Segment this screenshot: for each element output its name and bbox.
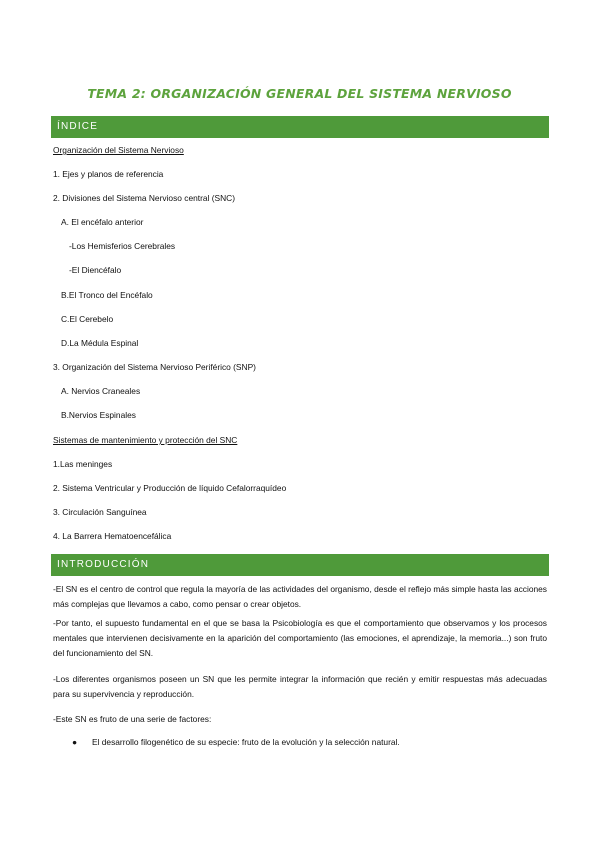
index-item: -El Diencéfalo: [69, 265, 122, 275]
bullet-item: El desarrollo filogenético de su especie: fruto de la evolución y la selección natural.: [92, 737, 400, 747]
index-item: 3. Organización del Sistema Nervioso Periférico (SNP): [53, 362, 256, 372]
index-section-header: ÍNDICE: [51, 116, 549, 138]
intro-section-header: INTRODUCCIÓN: [51, 554, 549, 576]
index-item: 2. Sistema Ventricular y Producción de líquido Cefalorraquídeo: [53, 483, 287, 493]
page-title: TEMA 2: ORGANIZACIÓN GENERAL DEL SISTEMA NERVIOSO: [87, 86, 512, 101]
bullet-icon: ●: [72, 737, 78, 747]
index-item: 3. Circulación Sanguínea: [53, 507, 147, 517]
index-item: 4. La Barrera Hematoencefálica: [53, 531, 172, 541]
intro-paragraph: -Los diferentes organismos poseen un SN que les permite integrar la información que recién y emitir respuestas más adecuadas para su supervivencia y reproducción.: [53, 674, 547, 699]
index-item: 2. Divisiones del Sistema Nervioso central (SNC): [53, 193, 235, 203]
index-item: A. Nervios Craneales: [61, 386, 141, 396]
index-heading-organization: Organización del Sistema Nervioso: [53, 145, 184, 155]
index-item: 1.Las meninges: [53, 459, 113, 469]
index-item: D.La Médula Espinal: [61, 338, 139, 348]
index-item: -Los Hemisferios Cerebrales: [69, 241, 176, 251]
index-item: B.El Tronco del Encéfalo: [61, 290, 153, 300]
index-item: 1. Ejes y planos de referencia: [53, 169, 164, 179]
intro-paragraph: -Este SN es fruto de una serie de factores:: [53, 714, 212, 724]
intro-paragraph: -El SN es el centro de control que regula la mayoría de las actividades del organismo, desde el reflejo más simple hasta las acciones más complejas que llevamos a cabo, como pensar o crear objetos.: [53, 584, 547, 609]
index-item: A. El encéfalo anterior: [61, 217, 144, 227]
index-item: B.Nervios Espinales: [61, 410, 136, 420]
index-item: C.El Cerebelo: [61, 314, 114, 324]
index-heading-maintenance: Sistemas de mantenimiento y protección del SNC: [53, 435, 238, 445]
intro-paragraph: -Por tanto, el supuesto fundamental en el que se basa la Psicobiología es que el comportamiento que observamos y los procesos mentales que intervienen decisivamente en la aparición del comportamiento (las emociones, el aprendizaje, la memoria...) son fruto del funcionamiento del SN.: [53, 618, 547, 658]
